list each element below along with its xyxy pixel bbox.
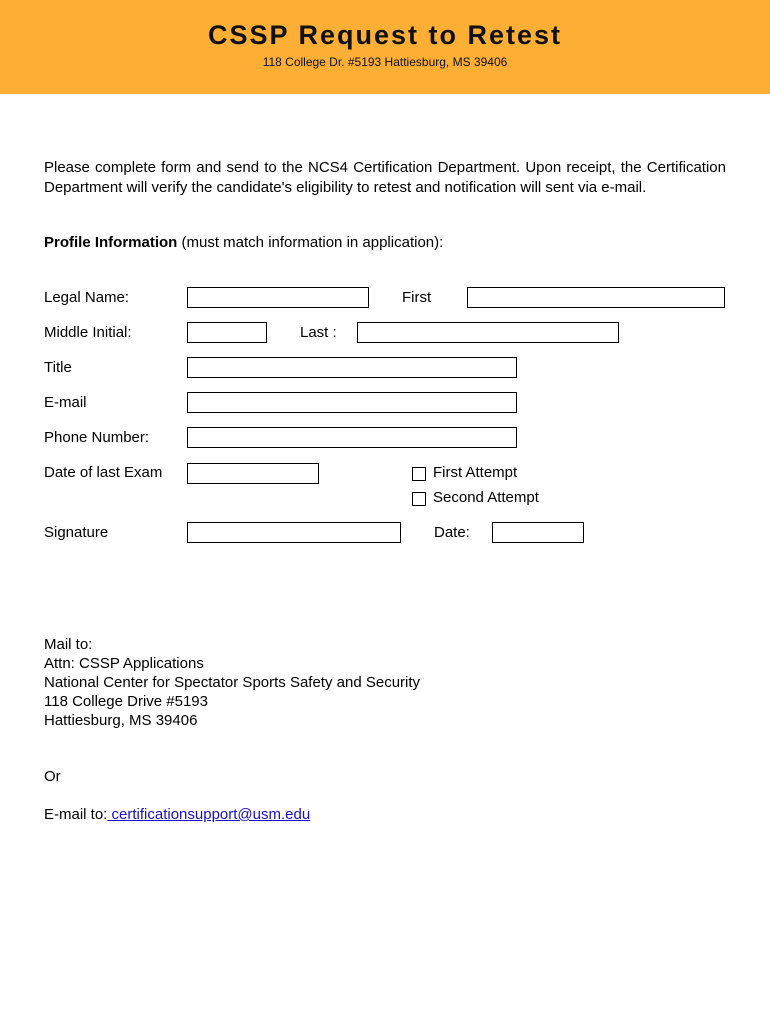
title-field[interactable]	[187, 357, 517, 378]
second-attempt-checkbox[interactable]	[412, 492, 426, 506]
first-name-label: First	[402, 289, 432, 306]
middle-initial-field[interactable]	[187, 322, 267, 343]
email-field[interactable]	[187, 392, 517, 413]
last-name-field[interactable]	[357, 322, 619, 343]
middle-initial-label: Middle Initial:	[44, 324, 132, 341]
intro-paragraph: Please complete form and send to the NCS4 Certification Department. Upon receipt, the Certification Department will verify the candidate's eligibility to retest and notification will sent via e-mail.	[44, 159, 726, 196]
first-name-field[interactable]	[467, 287, 725, 308]
profile-heading	[44, 234, 443, 251]
mail-organization: National Center for Spectator Sports Safety and Security	[44, 674, 421, 691]
phone-field[interactable]	[187, 427, 517, 448]
first-attempt-checkbox[interactable]	[412, 467, 426, 481]
date-last-exam-field[interactable]	[187, 463, 319, 484]
header-address: 118 College Dr. #5193 Hattiesburg, MS 39406	[262, 55, 508, 69]
email-to-prefix: E-mail to:	[44, 806, 108, 823]
email-to-line	[44, 806, 310, 823]
second-attempt-label: Second Attempt	[433, 489, 539, 506]
mail-city: Hattiesburg, MS 39406	[44, 712, 198, 729]
phone-label: Phone Number:	[44, 429, 150, 446]
date-label: Date:	[434, 524, 470, 541]
date-last-exam-label: Date of last Exam	[44, 464, 163, 481]
mail-to-heading: Mail to:	[44, 636, 93, 653]
title-label: Title	[44, 359, 72, 376]
legal-name-label: Legal Name:	[44, 289, 130, 306]
first-attempt-label: First Attempt	[433, 464, 518, 481]
profile-heading-note: (must match information in application):	[177, 234, 444, 251]
mail-street: 118 College Drive #5193	[44, 693, 208, 710]
page-title: CSSP Request to Retest	[207, 20, 563, 50]
mail-to-block	[44, 635, 420, 730]
email-label: E-mail	[44, 394, 87, 411]
mail-attn: Attn: CSSP Applications	[44, 655, 204, 672]
header-banner	[0, 0, 770, 94]
profile-heading-bold: Profile Information	[44, 234, 178, 251]
legal-name-field[interactable]	[187, 287, 369, 308]
signature-field[interactable]	[187, 522, 401, 543]
last-name-label: Last :	[300, 324, 337, 341]
signature-label: Signature	[44, 524, 109, 541]
date-field[interactable]	[492, 522, 584, 543]
email-link[interactable]: certificationsupport@usm.edu	[107, 806, 311, 823]
or-text: Or	[44, 768, 61, 785]
